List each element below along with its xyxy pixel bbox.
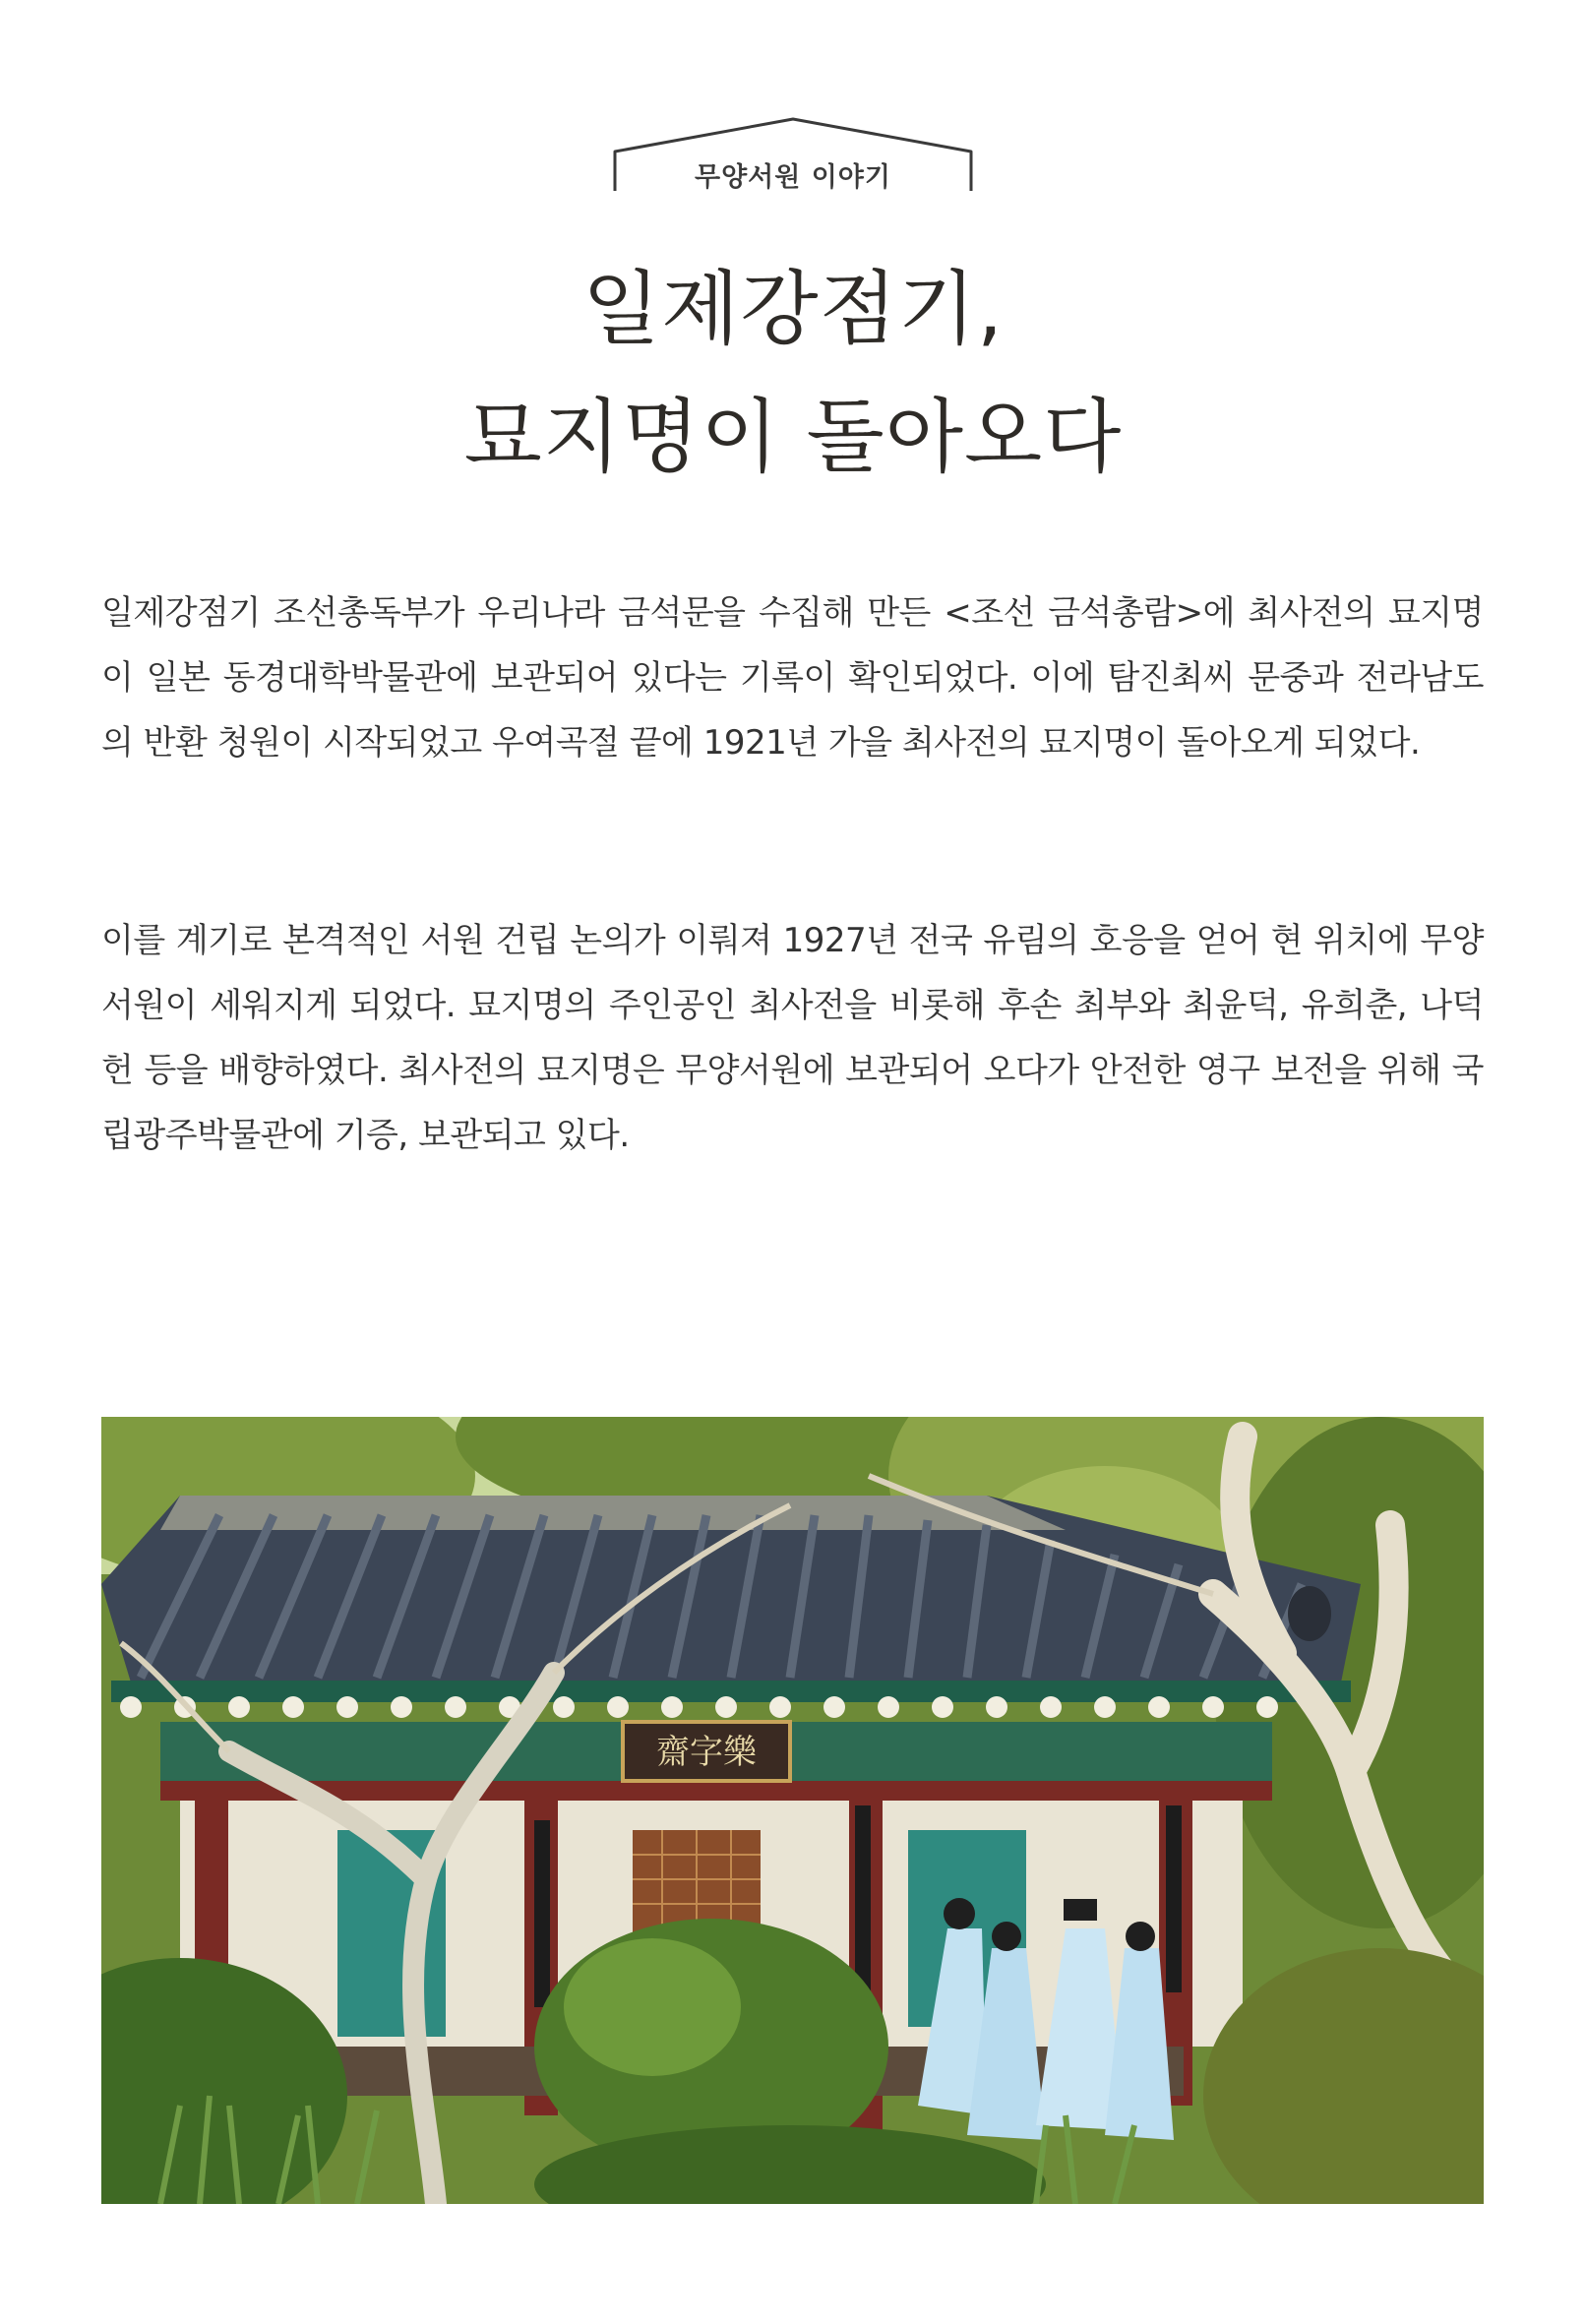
title-line-1: 일제강점기, bbox=[581, 263, 1005, 356]
page-title bbox=[0, 246, 1586, 502]
signboard-text: 齋字樂 bbox=[656, 1733, 757, 1772]
section-label-text: 무양서원 이야기 bbox=[695, 162, 891, 193]
section-label bbox=[612, 116, 974, 193]
body-paragraph-1: 일제강점기 조선총독부가 우리나라 금석문을 수집해 만든 <조선 금석총람>에 최사전의 묘지명이 일본 동경대학박물관에 보관되어 있다는 기록이 확인되었다. 이에 탐진최씨 문중과 전라남도의 반환 청원이 시작되었고 우여곡절 끝에 1921년 가을 최사전의 묘지명이 돌아오게 되었다. bbox=[101, 593, 1484, 763]
title-line-2: 묘지명이 돌아오다 bbox=[463, 391, 1123, 484]
body-paragraph-2: 이를 계기로 본격적인 서원 건립 논의가 이뤄져 1927년 전국 유림의 호응을 얻어 현 위치에 무양서원이 세워지게 되었다. 묘지명의 주인공인 최사전을 비롯해 후손 최부와 최윤덕, 유희춘, 나덕헌 등을 배향하였다. 최사전의 묘지명은 무양서원에 보관되어 오다가 안전한 영구 보전을 위해 국립광주박물관에 기증, 보관되고 있다. bbox=[101, 921, 1484, 1155]
seowon-photo bbox=[101, 1417, 1484, 2204]
seowon-building-illustration bbox=[101, 1417, 1484, 2204]
